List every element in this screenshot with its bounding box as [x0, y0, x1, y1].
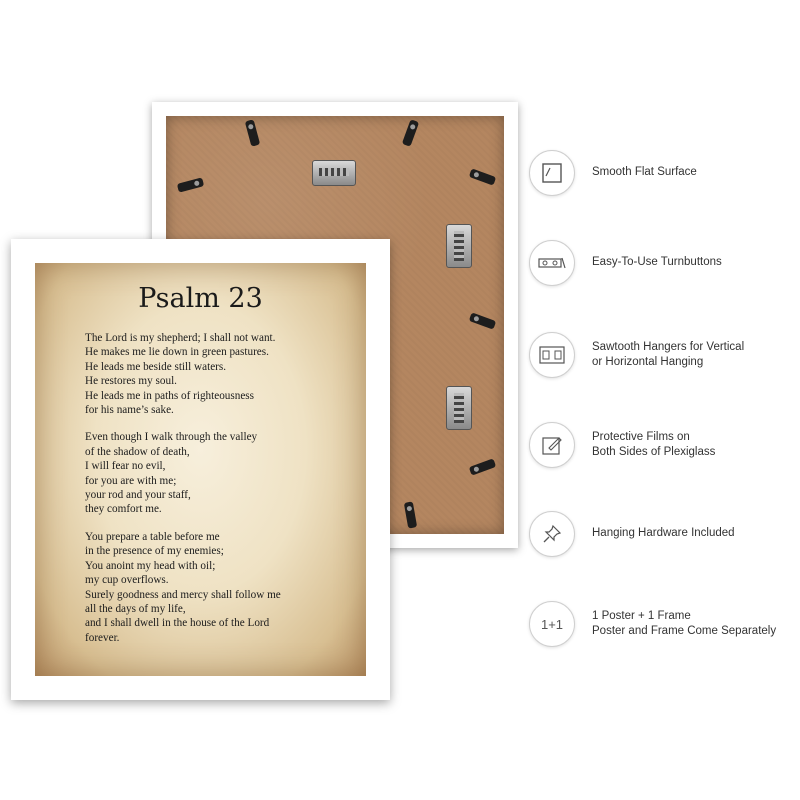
feature-label — [592, 609, 776, 640]
verse-line: of the shadow of death, — [85, 445, 190, 458]
turnbutton — [177, 177, 204, 192]
feature-turnbuttons — [529, 240, 722, 286]
verse-line: Surely goodness and mercy shall follow me — [85, 588, 281, 601]
sawtooth-hanger — [312, 160, 356, 186]
verse-line: forever. — [85, 631, 120, 644]
feature-label — [592, 340, 744, 371]
feature-line: or Horizontal Hanging — [592, 356, 704, 368]
feature-line: Protective Films on — [592, 430, 690, 443]
poster-title: Psalm 23 — [138, 283, 263, 314]
verse-line: You anoint my head with oil; — [85, 559, 216, 572]
feature-line: Both Sides of Plexiglass — [592, 446, 716, 458]
feature-line: Easy-To-Use Turnbuttons — [592, 256, 722, 269]
feature-sawtooth-hangers — [529, 332, 744, 378]
frame-front-view — [11, 239, 390, 700]
pushpin-icon — [529, 511, 575, 557]
verse-line: He makes me lie down in green pastures. — [85, 346, 269, 359]
one-plus-one-icon: 1+1 — [529, 601, 575, 647]
turnbutton — [404, 501, 417, 528]
feature-line: Sawtooth Hangers for Vertical — [592, 340, 745, 353]
verse-line: Even though I walk through the valley — [85, 431, 258, 444]
verse-line: for you are with me; — [85, 474, 177, 487]
feature-line: Hanging Hardware Included — [592, 527, 735, 540]
verse-line: in the presence of my enemies; — [85, 545, 224, 558]
turnbutton — [245, 119, 260, 146]
verse-line: and I shall dwell in the house of the Lord — [85, 617, 270, 630]
stanza — [85, 430, 365, 516]
verse-line: I will fear no evil, — [85, 460, 166, 473]
turnbutton — [469, 168, 497, 185]
flat-surface-icon — [529, 150, 575, 196]
verse-line: my cup overflows. — [85, 574, 169, 587]
feature-label — [592, 165, 697, 181]
protective-film-icon — [529, 422, 575, 468]
stanza — [85, 530, 365, 645]
sawtooth-hanger — [446, 224, 472, 268]
verse-line: for his name’s sake. — [85, 404, 174, 417]
turnbutton — [402, 119, 419, 147]
verse-line: You prepare a table before me — [85, 530, 220, 543]
turnbutton-icon — [529, 240, 575, 286]
feature-poster-and-frame — [529, 601, 776, 647]
feature-hanging-hardware — [529, 511, 735, 557]
psalm-poster — [35, 263, 366, 676]
turnbutton — [469, 312, 497, 329]
verse-line: they comfort me. — [85, 503, 162, 516]
verse-line: your rod and your staff, — [85, 489, 191, 502]
turnbutton — [469, 458, 497, 475]
sawtooth-hanger-icon — [529, 332, 575, 378]
stanza — [85, 331, 365, 417]
feature-line: Smooth Flat Surface — [592, 166, 697, 179]
feature-label — [592, 255, 722, 271]
feature-line: 1 Poster + 1 Frame — [592, 609, 691, 622]
feature-protective-films — [529, 422, 715, 468]
feature-label — [592, 526, 735, 542]
feature-flat-surface — [529, 150, 697, 196]
sawtooth-hanger — [446, 386, 472, 430]
verse-line: He leads me in paths of righteousness — [85, 389, 255, 402]
poster-body — [85, 331, 365, 658]
verse-line: He leads me beside still waters. — [85, 360, 227, 373]
verse-line: The Lord is my shepherd; I shall not want. — [85, 332, 276, 344]
feature-label — [592, 430, 715, 461]
verse-line: all the days of my life, — [85, 602, 186, 615]
feature-line: Poster and Frame Come Separately — [592, 625, 777, 637]
verse-line: He restores my soul. — [85, 375, 177, 388]
